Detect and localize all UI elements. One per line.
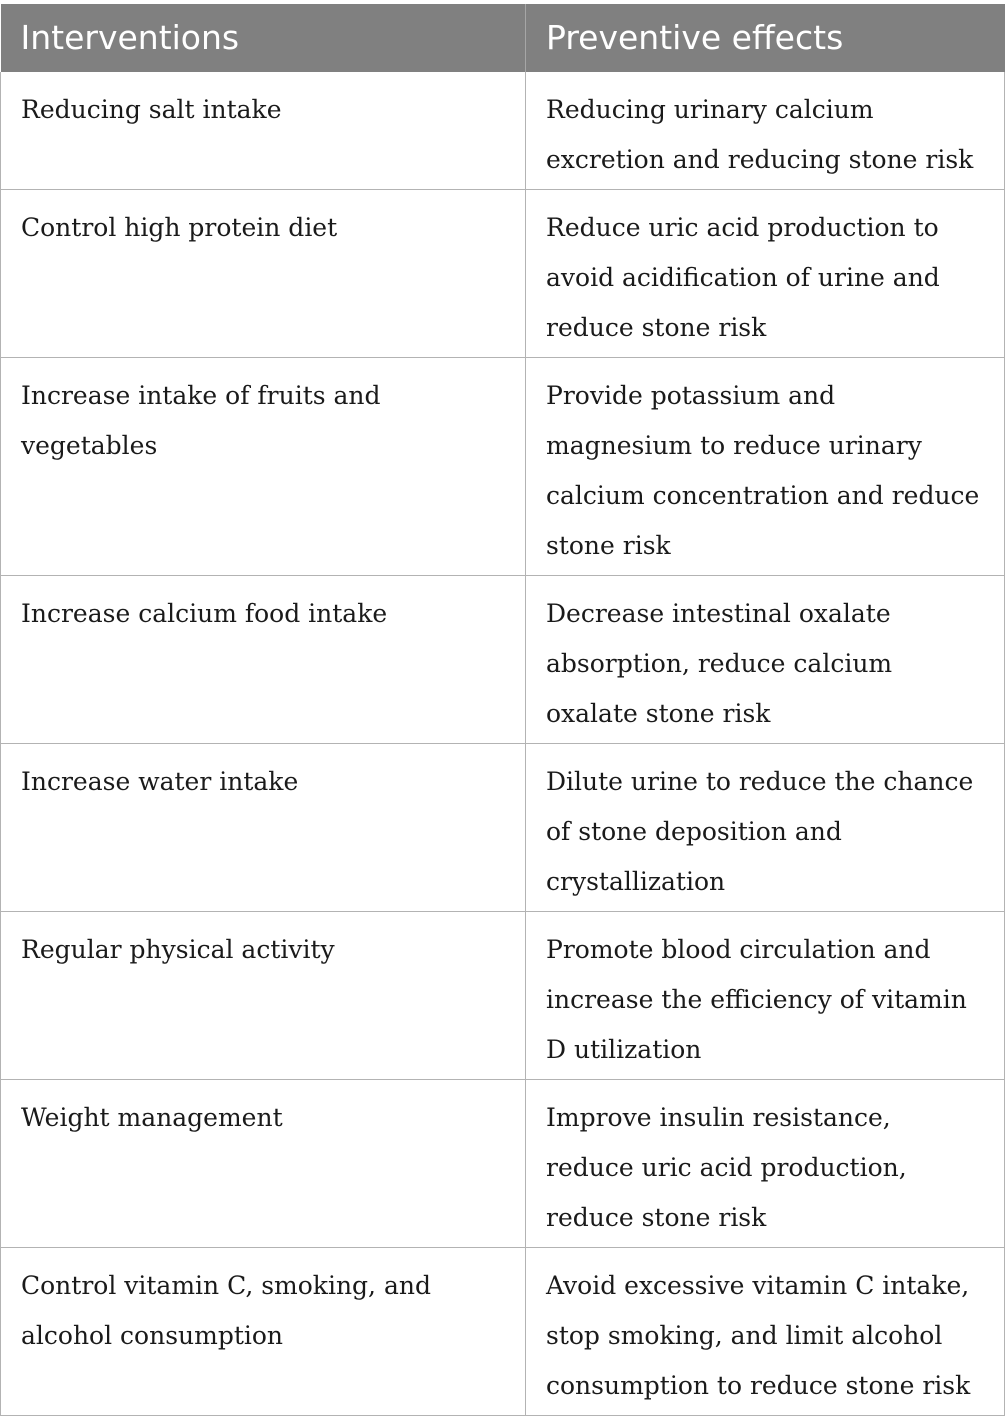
table-row (1, 1080, 1005, 1248)
intervention-cell: Regular physical activity (1, 912, 526, 1080)
effect-cell: Dilute urine to reduce the chance of stone deposition and crystallization (526, 744, 1005, 912)
intervention-cell: Increase calcium food intake (1, 576, 526, 744)
table-row (1, 72, 1005, 190)
table-row (1, 190, 1005, 358)
table-row (1, 912, 1005, 1080)
intervention-cell: Reducing salt intake (1, 72, 526, 190)
interventions-table (0, 4, 1005, 1416)
intervention-cell: Increase water intake (1, 744, 526, 912)
table-header-row (1, 4, 1005, 72)
table-row (1, 1248, 1005, 1416)
header-interventions: Interventions (1, 4, 526, 72)
header-preventive-effects: Preventive effects (526, 4, 1005, 72)
intervention-cell: Control vitamin C, smoking, and alcohol consumption (1, 1248, 526, 1416)
intervention-cell: Weight management (1, 1080, 526, 1248)
intervention-cell: Control high protein diet (1, 190, 526, 358)
intervention-cell: Increase intake of fruits and vegetables (1, 358, 526, 576)
effect-cell: Decrease intestinal oxalate absorption, reduce calcium oxalate stone risk (526, 576, 1005, 744)
effect-cell: Improve insulin resistance, reduce uric acid production, reduce stone risk (526, 1080, 1005, 1248)
table-row (1, 744, 1005, 912)
effect-cell: Reducing urinary calcium excretion and reducing stone risk (526, 72, 1005, 190)
effect-cell: Provide potassium and magnesium to reduce urinary calcium concentration and reduce stone risk (526, 358, 1005, 576)
table-row (1, 576, 1005, 744)
effect-cell: Promote blood circulation and increase the efficiency of vitamin D utilization (526, 912, 1005, 1080)
table-row (1, 358, 1005, 576)
effect-cell: Avoid excessive vitamin C intake, stop smoking, and limit alcohol consumption to reduce stone risk (526, 1248, 1005, 1416)
effect-cell: Reduce uric acid production to avoid acidification of urine and reduce stone risk (526, 190, 1005, 358)
